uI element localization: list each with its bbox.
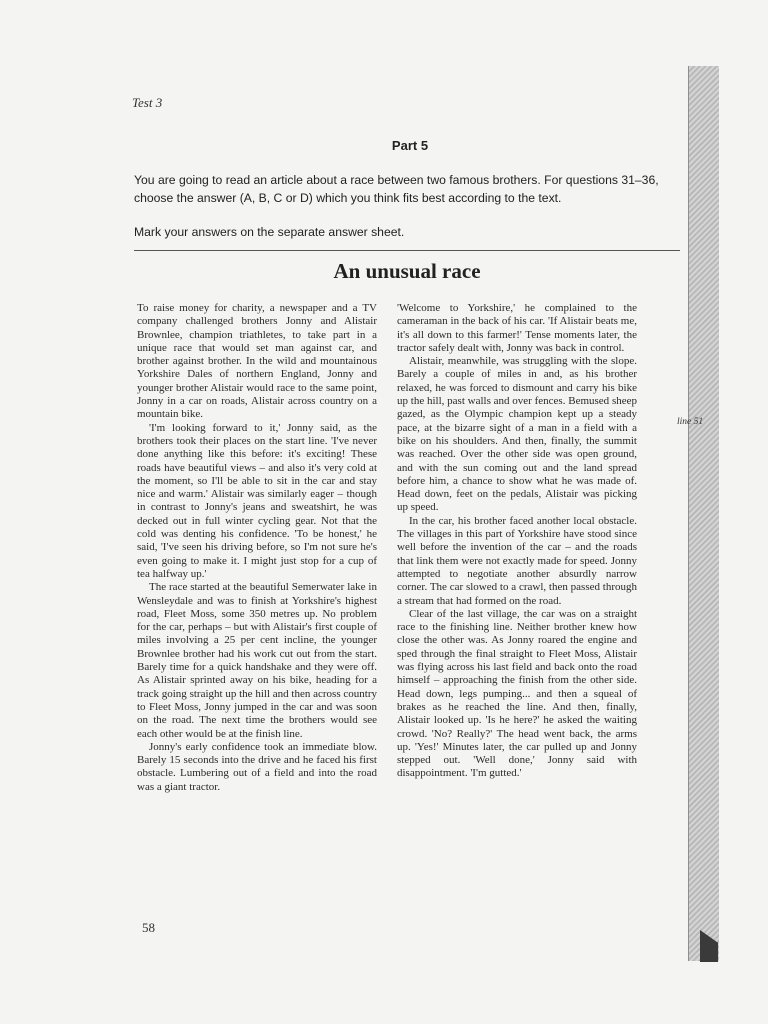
article-paragraph: To raise money for charity, a newspaper and a TV company challenged brothers Jonny and Alistair Brownlee, champion triathletes, to take part in a unique race that would set man against car, and brother against brother. In the wild and mountainous Yorkshire Dales of northern England, Jonny and younger brother Alistair would race to the same point, Jonny in a car on roads, Alistair across country on a mountain bike. [137, 302, 377, 421]
article-left-column [137, 302, 377, 794]
article-right-column [397, 302, 637, 781]
article-paragraph: Jonny's early confidence took an immediate blow. Barely 15 seconds into the drive and he faced his first obstacle. Lumbering out of a field and into the road was a giant tractor. [137, 740, 377, 793]
part-title: Part 5 [391, 138, 429, 153]
page-number: 58 [142, 920, 155, 935]
article-title: An unusual race [333, 259, 481, 283]
divider-line [134, 250, 680, 251]
line-reference-note: line 51 [677, 417, 704, 427]
article-paragraph: The race started at the beautiful Semerwater lake in Wensleydale and was to finish at Yorkshire's highest road, Fleet Moss, some 350 metres up. No problem for the car, perhaps – but with Alistair's first couple of miles involving a 25 per cent incline, the younger Brownlee brother had his work cut out from the start. Barely time for a quick handshake and they were off. As Alistair sprinted away on his bike, heading for a track going straight up the hill and then across country to Fleet Moss, Jonny jumped in the car and was soon on the road. The next time the brothers would see each other would be at the finish line. [137, 581, 377, 740]
article-paragraph: 'Welcome to Yorkshire,' he complained to the cameraman in the back of his car. 'If Alistair beats me, it's all down to this farmer!' Tense moments later, the tractor safely dealt with, Jonny was back in control. [397, 302, 637, 354]
article-paragraph: In the car, his brother faced another local obstacle. The villages in this part of Yorkshire have stood since well before the invention of the car – and the roads that link them were not exactly made for speed. Jonny attempted to negotiate another absurdly narrow corner. The car slowed to a crawl, then passed through a stream that had formed on the road. [397, 514, 637, 607]
article-paragraph: Alistair, meanwhile, was struggling with the slope. Barely a couple of miles in and, as his brother relaxed, he was forced to dismount and carry his bike up the hill, past walls and over fences. Bemused sheep gazed, as the Olympic champion kept up a steady pace, at the bizarre sight of a man in a field with a bike on his shoulders. And then, finally, the summit was reached. Over the other side was open ground, and with the sun coming out and the land spread before him, a chance to show what he was made of. Head down, feet on the pedals, Alistair was picking up speed. [397, 355, 637, 514]
instructions-text: You are going to read an article about a race between two famous brothers. For questions 31–36, choose the answer (A, B, C or D) which you think fits best according to the text. [134, 173, 659, 205]
answer-sheet-instruction: Mark your answers on the separate answer sheet. [134, 225, 405, 239]
test-header: Test 3 [132, 95, 163, 110]
book-spine-shadow [688, 66, 719, 961]
article-paragraph: Clear of the last village, the car was on a straight race to the finishing line. Neither brother knew how close the other was. As Jonny roared the engine and sped through the final straight to Fleet Moss, Alistair was flying across his last field and back onto the road himself – approaching the finish from the other side. Head down, legs pumping... and then a squeal of brakes as he reached the line. And then, finally, Alistair looked up. 'Is he here?' he asked the waiting crowd. 'No? Really?' The head went back, the arms up. 'Yes!' Minutes later, the car pulled up and Jonny stepped out. 'Well done,' Jonny said with disappointment. 'I'm gutted.' [397, 607, 637, 780]
article-paragraph: 'I'm looking forward to it,' Jonny said, as the brothers took their places on the start line. 'I've never done anything like this before: it's exciting! These roads have beautiful views – and also it's very cold at the moment, so I'll be able to sit in the car and stay nice and warm.' Alistair was similarly eager – though in contrast to Jonny's jeans and sweatshirt, he was decked out in full winter cycling gear. Not that the cold was denting his confidence. 'To be honest,' he said, 'I've seen his driving before, so I'm not sure he's even going to make it. I might just stop for a cup of tea halfway up.' [137, 421, 377, 580]
